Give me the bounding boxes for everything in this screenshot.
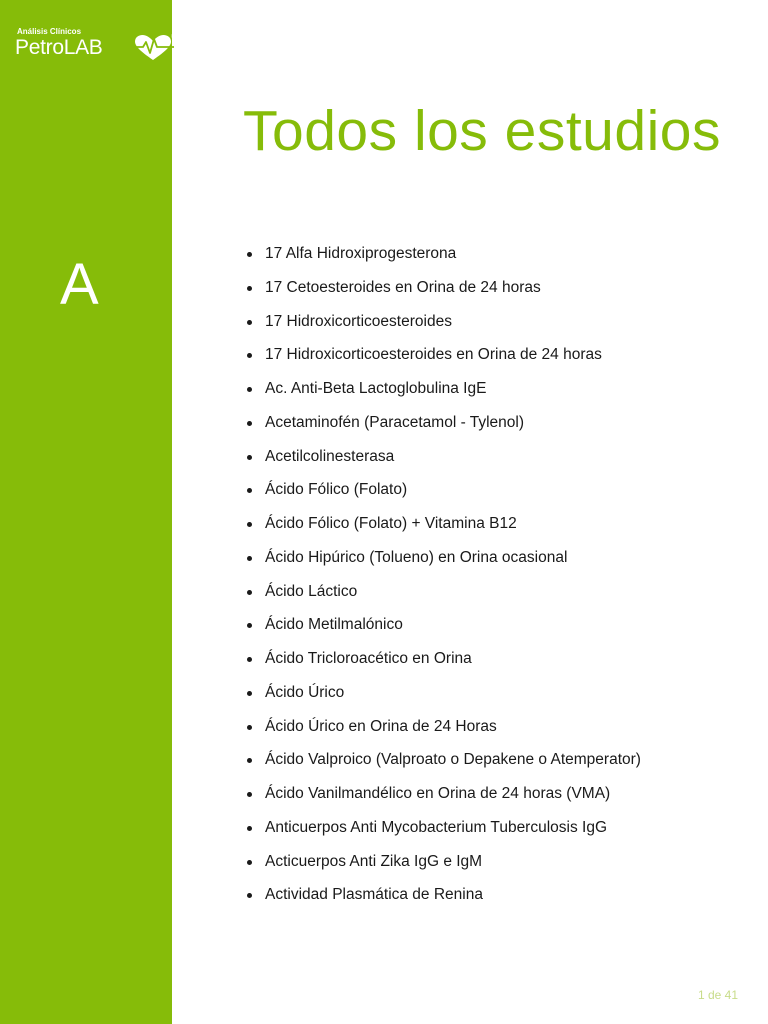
list-item: 17 Hidroxicorticoesteroides bbox=[247, 307, 641, 341]
list-item: Anticuerpos Anti Mycobacterium Tuberculosis IgG bbox=[247, 813, 641, 847]
list-item: Ácido Úrico bbox=[247, 678, 641, 712]
heart-pulse-icon bbox=[132, 34, 174, 62]
list-item: Ácido Úrico en Orina de 24 Horas bbox=[247, 712, 641, 746]
list-item: Acetilcolinesterasa bbox=[247, 442, 641, 476]
list-item: Ácido Tricloroacético en Orina bbox=[247, 644, 641, 678]
list-item: Ácido Valproico (Valproato o Depakene o Atemperator) bbox=[247, 745, 641, 779]
registered-mark: ® bbox=[171, 34, 175, 40]
list-item: Acetaminofén (Paracetamol - Tylenol) bbox=[247, 408, 641, 442]
list-item: 17 Alfa Hidroxiprogesterona bbox=[247, 239, 641, 273]
logo-name: PetroLAB bbox=[15, 36, 103, 59]
list-item: Ácido Fólico (Folato) bbox=[247, 475, 641, 509]
list-item: 17 Cetoesteroides en Orina de 24 horas bbox=[247, 273, 641, 307]
list-item: Ac. Anti-Beta Lactoglobulina IgE bbox=[247, 374, 641, 408]
list-item: Acticuerpos Anti Zika IgG e IgM bbox=[247, 847, 641, 881]
list-item: Ácido Fólico (Folato) + Vitamina B12 bbox=[247, 509, 641, 543]
list-item: Ácido Hipúrico (Tolueno) en Orina ocasional bbox=[247, 543, 641, 577]
list-item: Actividad Plasmática de Renina bbox=[247, 880, 641, 914]
section-letter: A bbox=[60, 252, 99, 317]
list-item: Ácido Metilmalónico bbox=[247, 610, 641, 644]
studies-list bbox=[247, 239, 641, 914]
logo-tagline: Análisis Clínicos bbox=[17, 27, 82, 36]
page-title: Todos los estudios bbox=[243, 99, 721, 163]
list-item: Ácido Vanilmandélico en Orina de 24 horas (VMA) bbox=[247, 779, 641, 813]
list-item: 17 Hidroxicorticoesteroides en Orina de 24 horas bbox=[247, 340, 641, 374]
page-number: 1 de 41 bbox=[697, 988, 738, 1002]
list-item: Ácido Láctico bbox=[247, 577, 641, 611]
sidebar bbox=[0, 0, 175, 1024]
petrolab-logo bbox=[15, 27, 175, 63]
